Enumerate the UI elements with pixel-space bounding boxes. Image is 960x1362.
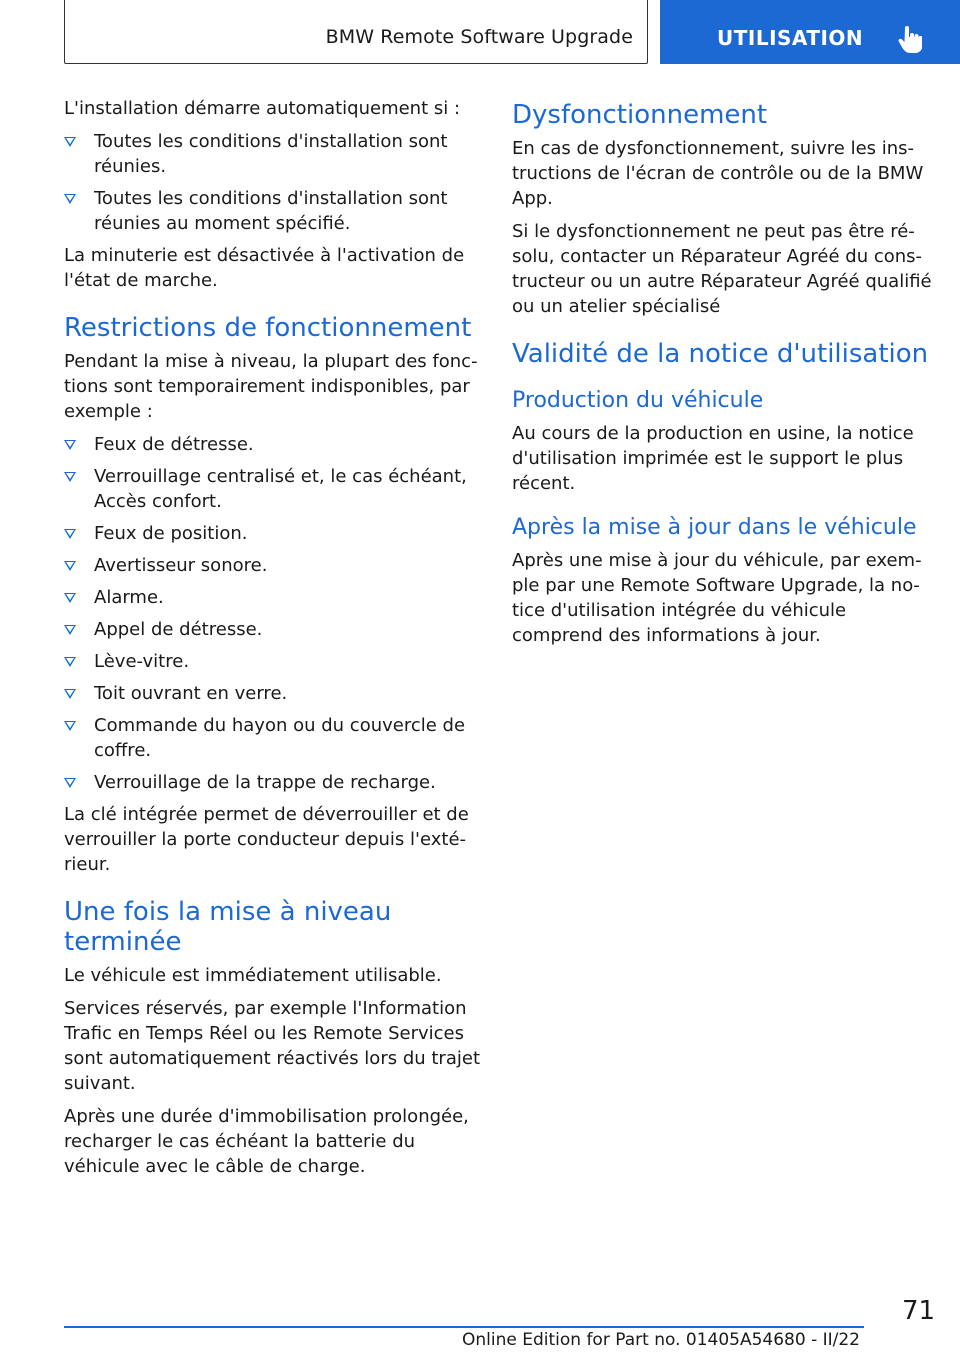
list-item: Alarme. (64, 585, 480, 610)
malfunction-heading: Dysfonctionnement (512, 100, 768, 130)
document-title: BMW Remote Software Upgrade (325, 26, 633, 48)
right-column (512, 96, 932, 656)
after-upgrade-heading: Une fois la mise à niveau terminée (64, 897, 392, 957)
install-conditions-list (64, 129, 480, 236)
update-heading: Après la mise à jour dans le véhicule (512, 515, 917, 540)
restrictions-list (64, 432, 480, 795)
triangle-bullet-icon (64, 472, 76, 482)
triangle-bullet-icon (64, 657, 76, 667)
triangle-bullet-icon (64, 194, 76, 204)
left-column (64, 96, 480, 1187)
production-text: Au cours de la production en usine, la notice d'utilisation imprimée est le support le plus récent. (512, 423, 914, 494)
triangle-bullet-icon (64, 778, 76, 788)
restrictions-intro: Pendant la mise à niveau, la plupart des fonctions sont temporairement indisponibles, par exemple : (64, 351, 478, 422)
key-text: La clé intégrée permet de déverrouiller et de verrouiller la porte conducteur depuis l'extérieur. (64, 804, 469, 875)
edition-text[interactable]: Online Edition for Part no. 01405A54680 - II/22 (461, 1330, 860, 1350)
list-item: Feux de position. (64, 521, 480, 546)
restrictions-heading: Restrictions de fonctionnement (64, 313, 472, 343)
triangle-bullet-icon (64, 625, 76, 635)
page-number: 71 (902, 1296, 936, 1326)
production-heading: Production du véhicule (512, 388, 764, 413)
after-upgrade-p2: Services réservés, par exemple l'Information Trafic en Temps Réel ou les Remote Services sont automatiquement réactivés lors du trajet suivant. (64, 998, 480, 1094)
validity-heading: Validité de la notice d'utilisation (512, 339, 929, 369)
malfunction-p2: Si le dysfonctionnement ne peut pas être résolu, contacter un Réparateur Agréé du constructeur ou un autre Réparateur Agréé qualifié ou un atelier spécialisé (512, 221, 932, 317)
list-item: Verrouillage centralisé et, le cas échéant, Accès confort. (64, 464, 480, 514)
header-title-box (64, 0, 648, 64)
timer-text: La minuterie est désactivée à l'activation de l'état de marche. (64, 245, 465, 291)
footer-divider (64, 1326, 864, 1328)
section-label: UTILISATION (717, 26, 864, 50)
triangle-bullet-icon (64, 440, 76, 450)
triangle-bullet-icon (64, 721, 76, 731)
triangle-bullet-icon (64, 561, 76, 571)
list-item: Toutes les conditions d'installation sont réunies au moment spécifié. (64, 186, 480, 236)
triangle-bullet-icon (64, 529, 76, 539)
triangle-bullet-icon (64, 137, 76, 147)
list-item: Avertisseur sonore. (64, 553, 480, 578)
section-tab[interactable] (660, 0, 960, 64)
list-item: Feux de détresse. (64, 432, 480, 457)
triangle-bullet-icon (64, 689, 76, 699)
triangle-bullet-icon (64, 593, 76, 603)
list-item: Toutes les conditions d'installation sont réunies. (64, 129, 480, 179)
install-intro: L'installation démarre automatiquement si : (64, 98, 461, 119)
list-item: Lève-vitre. (64, 649, 480, 674)
list-item: Toit ouvrant en verre. (64, 681, 480, 706)
list-item: Verrouillage de la trappe de recharge. (64, 770, 480, 795)
after-upgrade-p3: Après une durée d'immobilisation prolongée, recharger le cas échéant la batterie du véhicule avec le câble de charge. (64, 1106, 469, 1177)
after-upgrade-p1: Le véhicule est immédiatement utilisable. (64, 965, 442, 986)
list-item: Commande du hayon ou du couvercle de coffre. (64, 713, 480, 763)
hand-pointer-icon (896, 26, 922, 54)
update-text: Après une mise à jour du véhicule, par exemple par une Remote Software Upgrade, la notice d'utilisation intégrée du véhicule comprend des informations à jour. (512, 550, 922, 646)
malfunction-p1: En cas de dysfonctionnement, suivre les instructions de l'écran de contrôle ou de la BMW App. (512, 138, 924, 209)
list-item: Appel de détresse. (64, 617, 480, 642)
